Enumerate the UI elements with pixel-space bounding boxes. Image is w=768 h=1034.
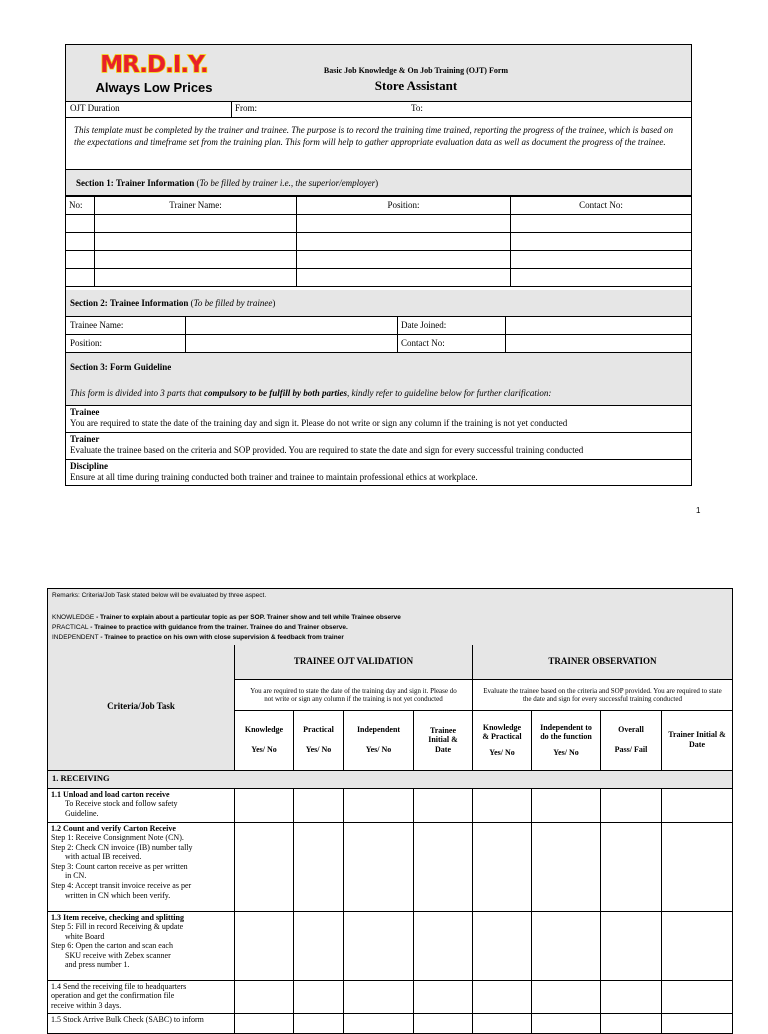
remarks-practical: PRACTICAL - Trainee to practice with guidance from the trainer. Trainee do and Trainer observe. <box>52 624 348 631</box>
remarks-line1: Remarks: Criteria/Job Task stated below will be evaluated by three aspect. <box>52 592 267 599</box>
trainee-validation-note: You are required to state the date of the training day and sign it. Please do not write or sign any column if the training is not yet conducted <box>235 679 473 710</box>
logo <box>84 51 224 97</box>
trainer-row[interactable] <box>66 215 692 233</box>
contact-no-label: Contact No: <box>398 334 506 352</box>
ojt-duration-label: OJT Duration <box>70 103 120 113</box>
trainer-row[interactable] <box>66 233 692 251</box>
task-1-5: 1.5 Stock Arrive Bulk Check (SABC) to inform <box>48 1013 235 1033</box>
trainee-table <box>65 316 692 353</box>
col-knowledge-practical: Knowledge & Practical Yes/ No <box>473 710 532 770</box>
col-trainee-initial: Trainee Initial & Date <box>414 710 473 770</box>
date-joined-field[interactable] <box>506 316 692 334</box>
col-trainer-name: Trainer Name: <box>95 196 297 215</box>
page1-form <box>65 44 692 486</box>
remarks-independent: INDEPENDENT - Trainee to practice on his own with close supervision & feedback from trainer <box>52 634 344 641</box>
ojt-divider <box>231 101 232 117</box>
section3-header <box>66 353 691 381</box>
trainer-row[interactable] <box>66 251 692 269</box>
ojt-to-label: To: <box>411 103 423 113</box>
col-trainer-initial: Trainer Initial & Date <box>662 710 733 770</box>
page-number: 1 <box>696 506 701 515</box>
guideline-trainee-text: You are required to state the date of the training day and sign it. Please do not write or sign any column if the training is not yet conducted <box>70 418 568 428</box>
guideline-discipline <box>66 459 691 485</box>
guideline-discipline-head: Discipline <box>70 461 109 471</box>
trainer-row[interactable] <box>66 269 692 287</box>
logo-tagline: Always Low Prices <box>95 80 213 95</box>
section-receiving: 1. RECEIVING <box>48 770 733 788</box>
form-subtitle: Store Assistant <box>374 78 458 93</box>
col-independent: Independent Yes/ No <box>344 710 414 770</box>
trainee-validation-title: TRAINEE OJT VALIDATION <box>235 645 473 679</box>
trainee-position-field[interactable] <box>186 334 398 352</box>
col-practical: Practical Yes/ No <box>294 710 344 770</box>
remarks-knowledge: KNOWLEDGE - Trainer to explain about a particular topic as per SOP. Trainer show and tell while Trainee observe <box>52 614 401 621</box>
guideline-trainer-text: Evaluate the trainee based on the criteria and SOP provided. You are required to state the date and sign for every successful training conducted <box>70 445 584 455</box>
ojt-from-label: From: <box>235 103 258 113</box>
task-1-3: 1.3 Item receive, checking and splitting Step 5: Fill in record Receiving & update white Board Step 6: Open the carton and scan each SKU receive with Zebex scanner and press number 1. <box>48 911 235 980</box>
trainee-position-label: Position: <box>66 334 186 352</box>
task-1-4: 1.4 Send the receiving file to headquarters operation and get the confirmation file receive within 3 days. <box>48 980 235 1013</box>
guideline-trainee <box>66 405 691 433</box>
section2-note: To be filled by trainee <box>193 298 273 308</box>
guideline-trainee-head: Trainee <box>70 407 100 417</box>
form-title: Basic Job Knowledge & On Job Training (OJT) Form <box>323 66 509 75</box>
section3-intro: This form is divided into 3 parts that compulsory to be fulfill by both parties, kindly refer to guideline below for further clarification: <box>66 380 691 406</box>
section3-emphasis: compulsory to be fulfill by both parties <box>204 388 348 398</box>
section1-title: Section 1: Trainer Information <box>76 178 195 188</box>
form-header <box>66 45 691 102</box>
remarks-box <box>47 588 733 646</box>
task-1-1: 1.1 Unload and load carton receive To Receive stock and follow safety Guideline. <box>48 788 235 822</box>
ojt-validation-table <box>47 645 733 1034</box>
section2-title: Section 2: Trainee Information <box>70 298 189 308</box>
trainer-table <box>65 195 692 287</box>
col-independent-function: Independent to do the function Yes/ No <box>532 710 601 770</box>
col-knowledge: Knowledge Yes/ No <box>235 710 294 770</box>
guideline-trainer <box>66 432 691 460</box>
criteria-header: Criteria/Job Task <box>48 645 235 770</box>
task-1-2: 1.2 Count and verify Carton Receive Step 1: Receive Consignment Note (CN). Step 2: Check CN invoice (IB) number tally with actual IB received. Step 3: Count carton receive as per written in CN. Step 4: Accept transit invoice receive as per written in CN which been verify. <box>48 822 235 911</box>
section1-header: Section 1: Trainer Information (To be filled by trainer i.e., the superior/employer) <box>66 169 691 197</box>
col-overall: Overall Pass/ Fail <box>601 710 662 770</box>
trainee-name-field[interactable] <box>186 316 398 334</box>
date-joined-label: Date Joined: <box>398 316 506 334</box>
logo-brand-text: MR.D.I.Y. <box>100 52 208 78</box>
trainer-observation-title: TRAINER OBSERVATION <box>473 645 733 679</box>
section1-note: To be filled by trainer i.e., the superior/employer <box>199 178 376 188</box>
intro-text: This template must be completed by the trainer and trainee. The purpose is to record the training time trained, reporting the progress of the trainee, which is based on the expectations and timeframe set from the training plan. This form will help to gather appropriate evaluation data as well as document the progress of the trainee. <box>74 125 674 147</box>
col-position: Position: <box>297 196 511 215</box>
section2-header: Section 2: Trainee Information (To be filled by trainee) <box>66 290 691 317</box>
ojt-row <box>66 101 691 118</box>
guideline-discipline-text: Ensure at all time during training conducted both trainer and trainee to maintain professional ethics at workplace. <box>70 472 478 482</box>
section3-title: Section 3: Form Guideline <box>70 362 172 372</box>
col-contact: Contact No: <box>511 196 692 215</box>
guideline-trainer-head: Trainer <box>70 434 100 444</box>
trainer-observation-note: Evaluate the trainee based on the criteria and SOP provided. You are required to state the date and sign for every successful training conducted <box>473 679 733 710</box>
col-no: No: <box>66 196 95 215</box>
contact-no-field[interactable] <box>506 334 692 352</box>
trainee-name-label: Trainee Name: <box>66 316 186 334</box>
